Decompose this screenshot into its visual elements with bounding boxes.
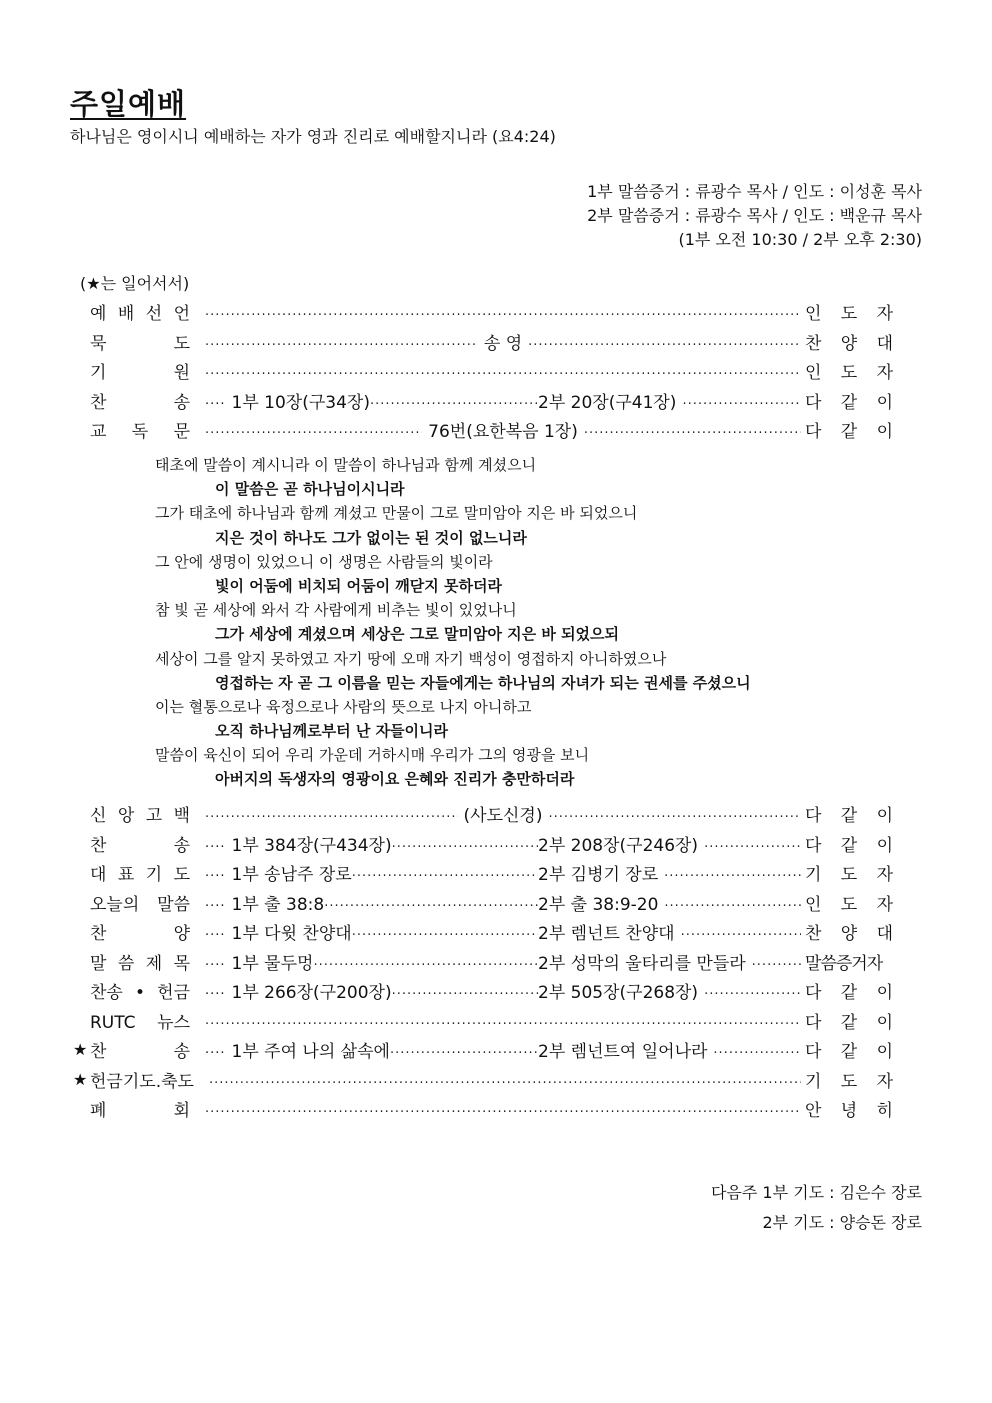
reading-response-line: 오직 하나님께로부터 난 자들이니라 xyxy=(215,722,449,741)
first-service-detail: 1부 다윗 찬양대 xyxy=(231,924,352,945)
service-row xyxy=(90,947,893,977)
reading-leader-line: 그가 태초에 하나님과 함께 계셨고 만물이 그로 말미암아 지은 바 되었으니 xyxy=(155,504,638,523)
next-week-prayer xyxy=(711,1178,922,1238)
row-role: 인 도 자 xyxy=(805,304,893,325)
dot-leader xyxy=(324,895,538,910)
second-service-part xyxy=(538,1037,801,1062)
dot-leader: .... xyxy=(205,983,226,999)
row-label: 헌금기도.축도 xyxy=(90,1071,194,1092)
row-label: 신 앙 고 백 xyxy=(90,806,190,827)
row-role: 다 같 이 xyxy=(805,806,894,827)
row-role: 기 도 자 xyxy=(805,1071,893,1092)
row-content: 송 영 xyxy=(483,333,523,354)
first-service-detail: 1부 384장(구434장) xyxy=(231,835,392,856)
dot-leader xyxy=(704,836,801,851)
reading-leader-line: 말씀이 육신이 되어 우리 가운데 거하시매 우리가 그의 영광을 보니 xyxy=(155,746,590,765)
dot-leader xyxy=(704,983,801,998)
first-service-part xyxy=(205,860,538,885)
second-service-detail: 2부 김병기 장로 xyxy=(538,865,659,886)
standing-star-icon: ★ xyxy=(73,1040,88,1060)
reading-leader-line: 이는 혈통으로나 육정으로나 사람의 뜻으로 나지 아니하고 xyxy=(155,697,532,716)
dot-leader xyxy=(205,1013,801,1028)
dot-leader xyxy=(313,954,538,969)
second-service-detail: 2부 렘넌트 찬양대 xyxy=(538,924,675,945)
dot-leader xyxy=(681,924,801,939)
responsive-reading xyxy=(155,453,751,792)
service-row xyxy=(90,327,893,357)
row-label: 교 독 문 xyxy=(90,422,190,443)
service-row xyxy=(90,976,893,1006)
reading-leader-line: 세상이 그를 알지 못하였고 자기 땅에 오매 자기 백성이 영접하지 아니하였으나 xyxy=(155,649,667,668)
dot-leader: .... xyxy=(205,894,226,910)
service-times: (1부 오전 10:30 / 2부 오후 2:30) xyxy=(678,230,922,249)
first-service-part xyxy=(205,831,538,856)
dot-leader xyxy=(664,895,801,910)
row-content: (사도신경) xyxy=(463,806,543,827)
row-label: 예 배 선 언 xyxy=(90,304,190,325)
dot-leader xyxy=(392,836,538,851)
dot-leader: .... xyxy=(205,953,226,969)
row-label: 오늘의 말씀 xyxy=(90,894,190,915)
dot-leader: .... xyxy=(205,392,226,408)
service-row xyxy=(90,888,893,918)
dot-leader: .... xyxy=(205,835,226,851)
dot-leader xyxy=(548,806,801,821)
reading-response-line: 영접하는 자 곧 그 이름을 믿는 자들에게는 하나님의 자녀가 되는 권세를 주셨으니 xyxy=(215,673,751,692)
first-service-part xyxy=(205,919,538,944)
service-row xyxy=(90,858,893,888)
reading-response-line: 아버지의 독생자의 영광이요 은혜와 진리가 충만하더라 xyxy=(215,770,575,789)
row-role: 인 도 자 xyxy=(805,363,893,384)
row-label: 말 씀 제 목 xyxy=(90,953,190,974)
row-role: 안 녕 히 xyxy=(805,1101,893,1122)
second-service-detail: 2부 505장(구268장) xyxy=(538,983,699,1004)
row-role: 다 같 이 xyxy=(805,983,893,1004)
service-row xyxy=(90,386,893,416)
second-service-part xyxy=(538,949,801,974)
reading-leader-line: 그 안에 생명이 있었으니 이 생명은 사람들의 빛이라 xyxy=(155,552,493,571)
dot-leader xyxy=(209,1072,801,1087)
first-service-detail: 1부 주여 나의 삶속에 xyxy=(231,1042,390,1063)
row-role: 찬 양 대 xyxy=(805,333,893,354)
dot-leader xyxy=(205,422,422,437)
service-row xyxy=(90,297,893,327)
dot-leader xyxy=(205,334,478,349)
service-row xyxy=(90,829,893,859)
service-row xyxy=(90,415,893,445)
standing-note: (★는 일어서서) xyxy=(80,274,190,293)
first-service-part xyxy=(205,978,538,1003)
row-role: 다 같 이 xyxy=(805,835,893,856)
row-role: 다 같 이 xyxy=(805,422,893,443)
second-service-detail: 2부 20장(구41장) xyxy=(538,392,677,413)
second-service-detail: 2부 출 38:9-20 xyxy=(538,894,659,915)
dot-leader xyxy=(205,1101,801,1116)
second-service-part xyxy=(538,831,801,856)
order-of-service-top xyxy=(90,297,893,445)
second-service-detail: 2부 렘넌트여 일어나라 xyxy=(538,1042,708,1063)
first-service-detail: 1부 출 38:8 xyxy=(231,894,325,915)
first-service-part xyxy=(205,949,538,974)
second-service-part xyxy=(538,388,801,413)
second-service-part xyxy=(538,978,801,1003)
second-service-part xyxy=(538,919,801,944)
reading-response-line: 빛이 어둠에 비치되 어둠이 깨닫지 못하더라 xyxy=(215,576,502,595)
first-service-detail: 1부 송남주 장로 xyxy=(231,865,352,886)
row-label: RUTC 뉴스 xyxy=(90,1012,190,1033)
reading-leader-line: 태초에 말씀이 계시니라 이 말씀이 하나님과 함께 계셨으니 xyxy=(155,456,537,474)
second-service-detail: 2부 성막의 울타리를 만들라 xyxy=(538,953,746,974)
row-role: 다 같 이 xyxy=(805,392,893,413)
dot-leader: .... xyxy=(205,865,226,881)
preacher-line-1: 1부 말씀증거 : 류광수 목사 / 인도 : 이성훈 목사 xyxy=(587,182,922,201)
first-service-detail: 1부 물두멍 xyxy=(231,953,314,974)
dot-leader xyxy=(584,422,801,437)
dot-leader xyxy=(352,865,538,880)
row-content: 76번(요한복음 1장) xyxy=(428,422,578,443)
dot-leader xyxy=(205,363,801,378)
row-label: 찬 송 xyxy=(90,392,190,413)
preacher-info xyxy=(587,180,922,252)
row-role: 다 같 이 xyxy=(805,1042,893,1063)
service-row xyxy=(90,356,893,386)
next-week-line-1: 다음주 1부 기도 : 김은수 장로 xyxy=(710,1183,922,1202)
dot-leader xyxy=(205,806,458,821)
row-role: 말씀증거자 xyxy=(805,953,883,974)
dot-leader xyxy=(370,393,538,408)
order-of-service-bottom xyxy=(73,799,894,1124)
dot-leader xyxy=(528,334,801,349)
first-service-part xyxy=(205,890,538,915)
preacher-line-2: 2부 말씀증거 : 류광수 목사 / 인도 : 백운규 목사 xyxy=(587,206,922,225)
row-label: 찬 양 xyxy=(90,924,190,945)
row-role: 찬 양 대 xyxy=(805,924,893,945)
row-role: 인 도 자 xyxy=(805,894,893,915)
second-service-part xyxy=(538,860,801,885)
dot-leader: .... xyxy=(205,1042,226,1058)
row-label: 찬 송 xyxy=(90,835,190,856)
page-title: 주일예배 xyxy=(70,87,187,121)
row-role: 기 도 자 xyxy=(805,865,893,886)
row-role: 다 같 이 xyxy=(805,1012,893,1033)
service-row xyxy=(73,1065,893,1095)
row-label: 기 원 xyxy=(90,363,190,384)
row-label: 찬송 • 헌금 xyxy=(90,983,190,1004)
dot-leader xyxy=(392,983,538,998)
reading-response-line: 이 말씀은 곧 하나님이시니라 xyxy=(215,480,405,499)
first-service-part xyxy=(205,1037,538,1062)
first-service-detail: 1부 10장(구34장) xyxy=(231,392,370,413)
row-label: 대 표 기 도 xyxy=(90,865,190,886)
next-week-line-2: 2부 기도 : 양승돈 장로 xyxy=(762,1213,922,1232)
reading-leader-line: 참 빛 곧 세상에 와서 각 사람에게 비추는 빛이 있었나니 xyxy=(155,601,517,620)
service-row xyxy=(90,1006,893,1036)
theme-verse: 하나님은 영이시니 예배하는 자가 영과 진리로 예배할지니라 (요4:24) xyxy=(70,127,556,146)
dot-leader xyxy=(752,954,801,969)
dot-leader: .... xyxy=(205,924,226,940)
dot-leader xyxy=(352,924,538,939)
first-service-detail: 1부 266장(구200장) xyxy=(231,983,392,1004)
dot-leader xyxy=(682,393,801,408)
row-label: 찬 송 xyxy=(90,1042,190,1063)
first-service-part xyxy=(205,388,538,413)
service-row xyxy=(73,1035,893,1065)
second-service-detail: 2부 208장(구246장) xyxy=(538,835,699,856)
reading-response-line: 그가 세상에 계셨으며 세상은 그로 말미암아 지은 바 되었으되 xyxy=(215,625,620,644)
reading-response-line: 지은 것이 하나도 그가 없이는 된 것이 없느니라 xyxy=(215,528,527,547)
row-label: 묵 도 xyxy=(90,333,190,354)
row-label: 폐 회 xyxy=(90,1101,190,1122)
service-row xyxy=(90,1094,893,1124)
dot-leader xyxy=(390,1042,538,1057)
dot-leader xyxy=(205,304,801,319)
second-service-part xyxy=(538,890,801,915)
service-row xyxy=(90,799,893,829)
dot-leader xyxy=(664,865,801,880)
service-row xyxy=(90,917,893,947)
dot-leader xyxy=(713,1042,801,1057)
standing-star-icon: ★ xyxy=(73,1069,88,1089)
